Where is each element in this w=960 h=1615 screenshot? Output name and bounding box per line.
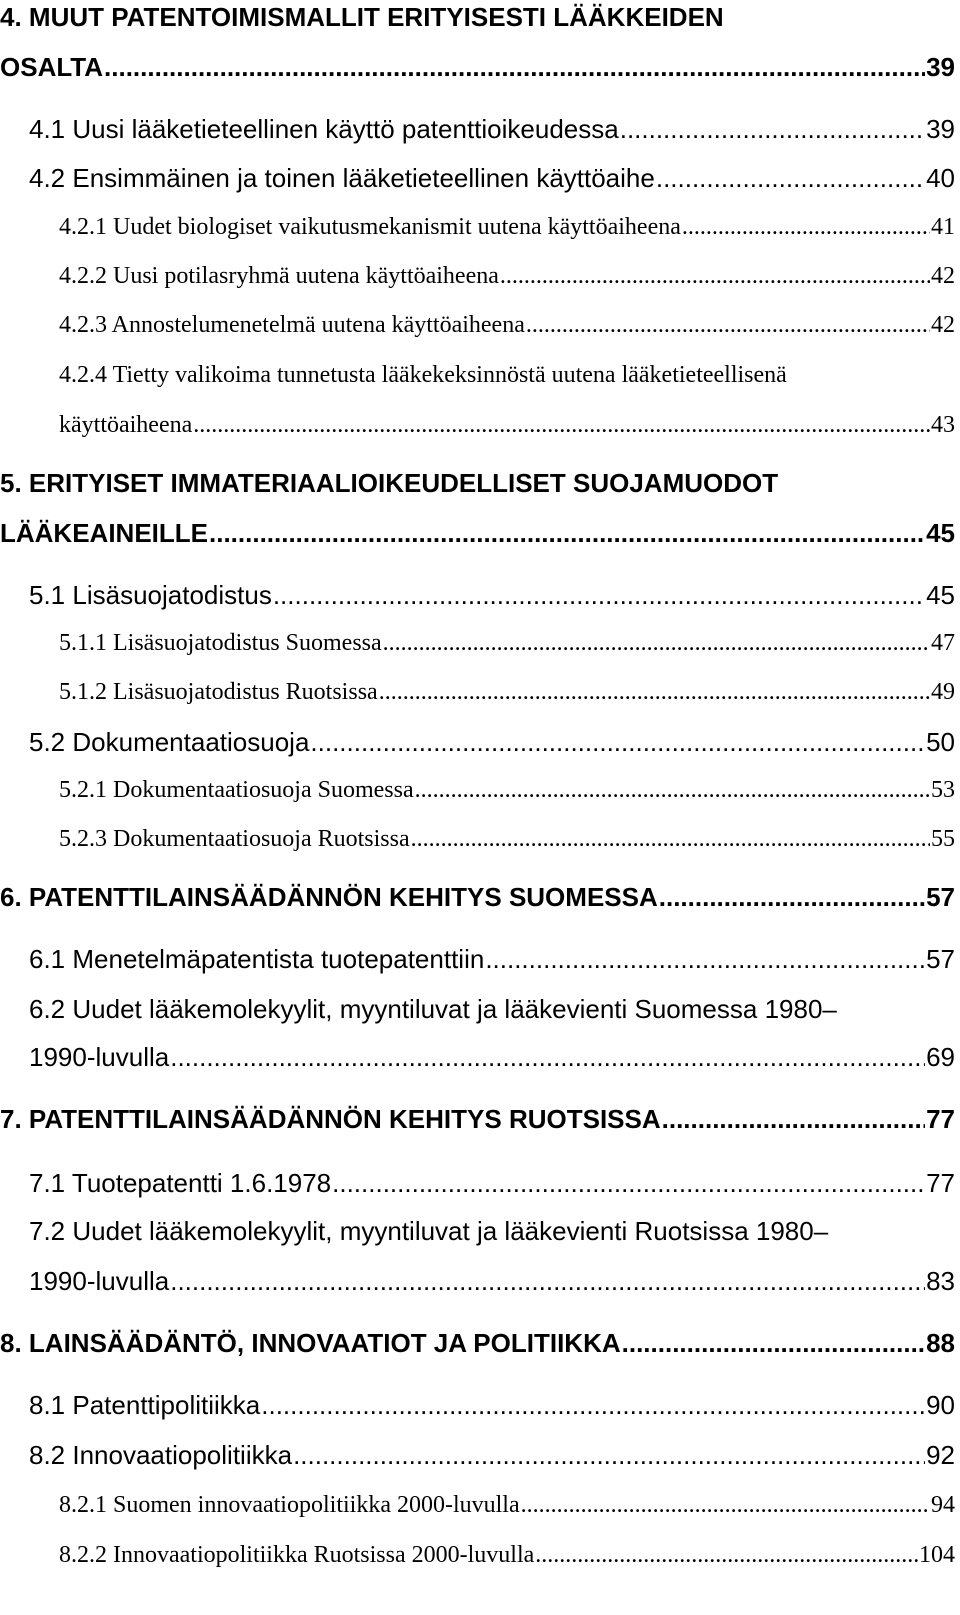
dot-leader [383, 630, 930, 657]
toc-page-number: 88 [926, 1328, 955, 1358]
toc-page-number: 42 [931, 263, 955, 289]
toc-page-number: 57 [926, 944, 955, 974]
dot-leader [104, 52, 925, 83]
toc-entry-5-2[interactable] [29, 727, 955, 758]
toc-entry-label: 4.2.1 Uudet biologiset vaikutusmekanismit uutena käyttöaiheena [59, 214, 681, 240]
toc-entry-5-2-3[interactable] [59, 826, 955, 853]
toc-page-number: 77 [926, 1104, 955, 1134]
toc-entry-label: LÄÄKEAINEILLE [0, 518, 208, 548]
toc-entry-label: 4.2.3 Annostelumenetelmä uutena käyttöaiheena [59, 312, 525, 338]
toc-entry-6[interactable] [0, 882, 955, 913]
toc-page-number: 47 [931, 630, 955, 656]
toc-entry-label: 5.1.2 Lisäsuojatodistus Ruotsissa [59, 679, 378, 705]
toc-entry-label: 7. PATENTTILAINSÄÄDÄNNÖN KEHITYS RUOTSISSA [0, 1104, 661, 1134]
toc-entry-4-2-4[interactable] [59, 412, 955, 439]
dot-leader [273, 580, 925, 611]
toc-page-number: 50 [926, 727, 955, 757]
dot-leader [620, 114, 925, 145]
toc-entry-label: 6.1 Menetelmäpatentista tuotepatenttiin [29, 944, 485, 974]
toc-page-number: 43 [931, 412, 955, 438]
toc-page-number: 42 [931, 312, 955, 338]
toc-entry-4-2-3[interactable] [59, 312, 955, 339]
toc-entry-label: 5.2.3 Dokumentaatiosuoja Ruotsissa [59, 826, 410, 852]
toc-entry-label: 8.2.1 Suomen innovaatiopolitiikka 2000-luvulla [59, 1492, 520, 1518]
toc-entry-label: 1990-luvulla [29, 1042, 170, 1072]
toc-entry-4-2-1[interactable] [59, 214, 955, 241]
dot-leader [170, 1042, 925, 1073]
toc-entry-4[interactable] [0, 52, 955, 83]
dot-leader [526, 312, 930, 339]
toc-entry-label: 5.1 Lisäsuojatodistus [29, 580, 272, 610]
dot-leader [659, 882, 925, 913]
toc-entry-5-1-1[interactable] [59, 630, 955, 657]
toc-entry-label: 8.2.2 Innovaatiopolitiikka Ruotsissa 2000-luvulla [59, 1542, 535, 1568]
toc-page-number: 57 [926, 882, 955, 912]
dot-leader [193, 412, 930, 439]
toc-page-number: 77 [926, 1168, 955, 1198]
toc-entry-5[interactable] [0, 518, 955, 549]
toc-entry-label: OSALTA [0, 52, 104, 82]
toc-page-number: 92 [926, 1440, 955, 1470]
toc-entry-8-1[interactable] [29, 1390, 955, 1421]
toc-entry-label: 5.2.1 Dokumentaatiosuoja Suomessa [59, 777, 414, 803]
toc-page-number: 94 [931, 1492, 955, 1518]
dot-leader [415, 777, 930, 804]
dot-leader [170, 1266, 925, 1297]
dot-leader [411, 826, 930, 853]
toc-page-number: 53 [931, 777, 955, 803]
dot-leader [332, 1168, 925, 1199]
toc-entry-4-line1: 4. MUUT PATENTOIMISMALLIT ERITYISESTI LÄÄKKEIDEN [0, 2, 724, 32]
toc-page-number: 40 [926, 163, 955, 193]
toc-page-number: 83 [926, 1266, 955, 1296]
toc-entry-label: käyttöaiheena [59, 412, 193, 438]
toc-entry-5-1[interactable] [29, 580, 955, 611]
toc-entry-4-2[interactable] [29, 163, 955, 194]
toc-page-number: 41 [931, 214, 955, 240]
dot-leader [662, 1104, 925, 1135]
toc-page-number: 39 [926, 52, 955, 82]
toc-entry-4-2-2[interactable] [59, 263, 955, 290]
toc-entry-4-1[interactable] [29, 114, 955, 145]
toc-entry-6-2[interactable] [29, 1042, 955, 1073]
toc-entry-5-line1: 5. ERITYISET IMMATERIAALIOIKEUDELLISET SUOJAMUODOT [0, 468, 779, 498]
toc-entry-label: 5.1.1 Lisäsuojatodistus Suomessa [59, 630, 382, 656]
toc-entry-label: 5.2 Dokumentaatiosuoja [29, 727, 310, 757]
toc-entry-label: 4.2.2 Uusi potilasryhmä uutena käyttöaiheena [59, 263, 499, 289]
toc-entry-4-2-4-line1: 4.2.4 Tietty valikoima tunnetusta lääkekeksinnöstä uutena lääketieteellisenä [59, 362, 787, 388]
toc-entry-label: 7.1 Tuotepatentti 1.6.1978 [29, 1168, 332, 1198]
toc-entry-8[interactable] [0, 1328, 955, 1359]
toc-entry-8-2-2[interactable] [59, 1542, 955, 1569]
toc-page-number: 39 [926, 114, 955, 144]
dot-leader [521, 1492, 930, 1519]
toc-entry-8-2[interactable] [29, 1440, 955, 1471]
dot-leader [682, 214, 930, 241]
toc-page-number: 55 [931, 826, 955, 852]
toc-page-number: 45 [926, 580, 955, 610]
toc-entry-7-2-line1: 7.2 Uudet lääkemolekyylit, myyntiluvat ja lääkevienti Ruotsissa 1980– [29, 1216, 829, 1246]
toc-entry-label: 8.1 Patenttipolitiikka [29, 1390, 261, 1420]
dot-leader [622, 1328, 925, 1359]
toc-page-number: 104 [919, 1542, 955, 1568]
toc-entry-6-1[interactable] [29, 944, 955, 975]
dot-leader [310, 727, 925, 758]
toc-entry-label: 4.2 Ensimmäinen ja toinen lääketieteellinen käyttöaihe [29, 163, 655, 193]
dot-leader [656, 163, 925, 194]
toc-entry-7-1[interactable] [29, 1168, 955, 1199]
toc-page-number: 45 [926, 518, 955, 548]
toc-entry-label: 6. PATENTTILAINSÄÄDÄNNÖN KEHITYS SUOMESSA [0, 882, 658, 912]
toc-entry-7[interactable] [0, 1104, 955, 1135]
dot-leader [209, 518, 925, 549]
toc-entry-8-2-1[interactable] [59, 1492, 955, 1519]
dot-leader [485, 944, 925, 975]
toc-entry-label: 1990-luvulla [29, 1266, 170, 1296]
toc-page-number: 49 [931, 679, 955, 705]
dot-leader [535, 1542, 918, 1569]
dot-leader [379, 679, 930, 706]
dot-leader [293, 1440, 925, 1471]
toc-page-number: 90 [926, 1390, 955, 1420]
toc-entry-label: 4.1 Uusi lääketieteellinen käyttö patenttioikeudessa [29, 114, 619, 144]
toc-entry-label: 8.2 Innovaatiopolitiikka [29, 1440, 293, 1470]
toc-page-number: 69 [926, 1042, 955, 1072]
dot-leader [261, 1390, 925, 1421]
toc-entry-6-2-line1: 6.2 Uudet lääkemolekyylit, myyntiluvat ja lääkevienti Suomessa 1980– [29, 994, 837, 1024]
toc-entry-label: 8. LAINSÄÄDÄNTÖ, INNOVAATIOT JA POLITIIKKA [0, 1328, 621, 1358]
toc-entry-7-2[interactable] [29, 1266, 955, 1297]
toc-entry-5-2-1[interactable] [59, 777, 955, 804]
toc-entry-5-1-2[interactable] [59, 679, 955, 706]
dot-leader [500, 263, 930, 290]
